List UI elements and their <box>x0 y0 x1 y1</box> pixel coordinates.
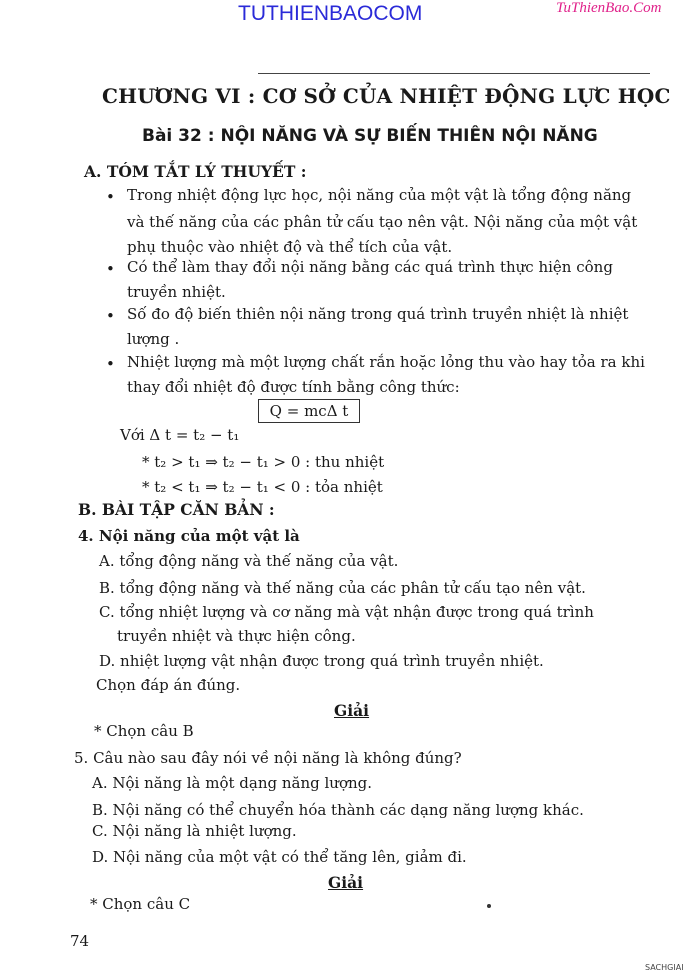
bullet-3-line-1: Số đo độ biến thiên nội năng trong quá trình truyền nhiệt là nhiệt <box>127 305 629 323</box>
q4-instruction: Chọn đáp án đúng. <box>96 676 241 694</box>
case-heat-absorbed: * t₂ > t₁ ⇒ t₂ − t₁ > 0 : thu nhiệt <box>142 453 385 471</box>
chapter-title: CHƯƠNG VI : CƠ SỞ CỦA NHIỆT ĐỘNG LỰC HỌC <box>102 84 671 108</box>
case-heat-released: * t₂ < t₁ ⇒ t₂ − t₁ < 0 : tỏa nhiệt <box>142 478 383 496</box>
q4-option-d: D. nhiệt lượng vật nhận được trong quá trình truyền nhiệt. <box>99 652 544 670</box>
q5-solution-heading: Giải <box>328 873 364 892</box>
site-watermark-title: TUTHIENBAOCOM <box>238 2 423 25</box>
bullet-3-line-2: lượng . <box>127 330 180 348</box>
brand-watermark: TuThienBao.Com <box>556 0 662 16</box>
bullet-icon: • <box>106 355 115 373</box>
q4-option-c-continued: truyền nhiệt và thực hiện công. <box>117 627 356 645</box>
bullet-1-line-3: phụ thuộc vào nhiệt độ và thể tích của vật. <box>127 238 453 256</box>
delta-t-definition: Với Δ t = t₂ − t₁ <box>120 426 240 444</box>
bullet-1-line-2: và thế năng của các phân tử cấu tạo nên vật. Nội năng của một vật <box>127 213 638 231</box>
q4-option-a: A. tổng động năng và thế năng của vật. <box>99 552 399 570</box>
bullet-4-line-1: Nhiệt lượng mà một lượng chất rắn hoặc lỏng thu vào hay tỏa ra khi <box>127 353 645 371</box>
q5-option-c: C. Nội năng là nhiệt lượng. <box>92 822 297 840</box>
lesson-title: Bài 32 : NỘI NĂNG VÀ SỰ BIẾN THIÊN NỘI NĂNG <box>142 126 598 146</box>
q5-option-a: A. Nội năng là một dạng năng lượng. <box>92 774 373 792</box>
q4-answer: * Chọn câu B <box>94 722 194 740</box>
bullet-icon: • <box>106 188 115 206</box>
q5-option-b: B. Nội năng có thể chuyển hóa thành các dạng năng lượng khác. <box>92 801 584 819</box>
footer-logo: SACHGIAI <box>645 963 684 972</box>
q5-option-d: D. Nội năng của một vật có thể tăng lên, giảm đi. <box>92 848 467 866</box>
bullet-2-line-1: Có thể làm thay đổi nội năng bằng các quá trình thực hiện công <box>127 258 613 276</box>
bullet-2-line-2: truyền nhiệt. <box>127 283 226 301</box>
q4-option-c: C. tổng nhiệt lượng và cơ năng mà vật nhận được trong quá trình <box>99 603 594 621</box>
question-4: 4. Nội năng của một vật là <box>78 527 300 545</box>
heat-formula-box: Q = mcΔ t <box>258 399 360 423</box>
header-rule <box>258 73 650 74</box>
question-5: 5. Câu nào sau đây nói về nội năng là không đúng? <box>74 749 462 767</box>
bullet-1-line-1: Trong nhiệt động lực học, nội năng của một vật là tổng động năng <box>127 186 632 204</box>
section-a-heading: A. TÓM TẮT LÝ THUYẾT : <box>84 162 307 181</box>
bullet-4-line-2: thay đổi nhiệt độ được tính bằng công thức: <box>127 378 460 396</box>
q4-solution-heading: Giải <box>334 701 370 720</box>
section-b-heading: B. BÀI TẬP CĂN BẢN : <box>78 500 275 519</box>
q5-answer: * Chọn câu C <box>90 895 191 913</box>
stray-mark <box>487 904 491 908</box>
bullet-icon: • <box>106 260 115 278</box>
bullet-icon: • <box>106 307 115 325</box>
q4-option-b: B. tổng động năng và thế năng của các phân tử cấu tạo nên vật. <box>99 579 586 597</box>
page-number: 74 <box>70 932 90 950</box>
